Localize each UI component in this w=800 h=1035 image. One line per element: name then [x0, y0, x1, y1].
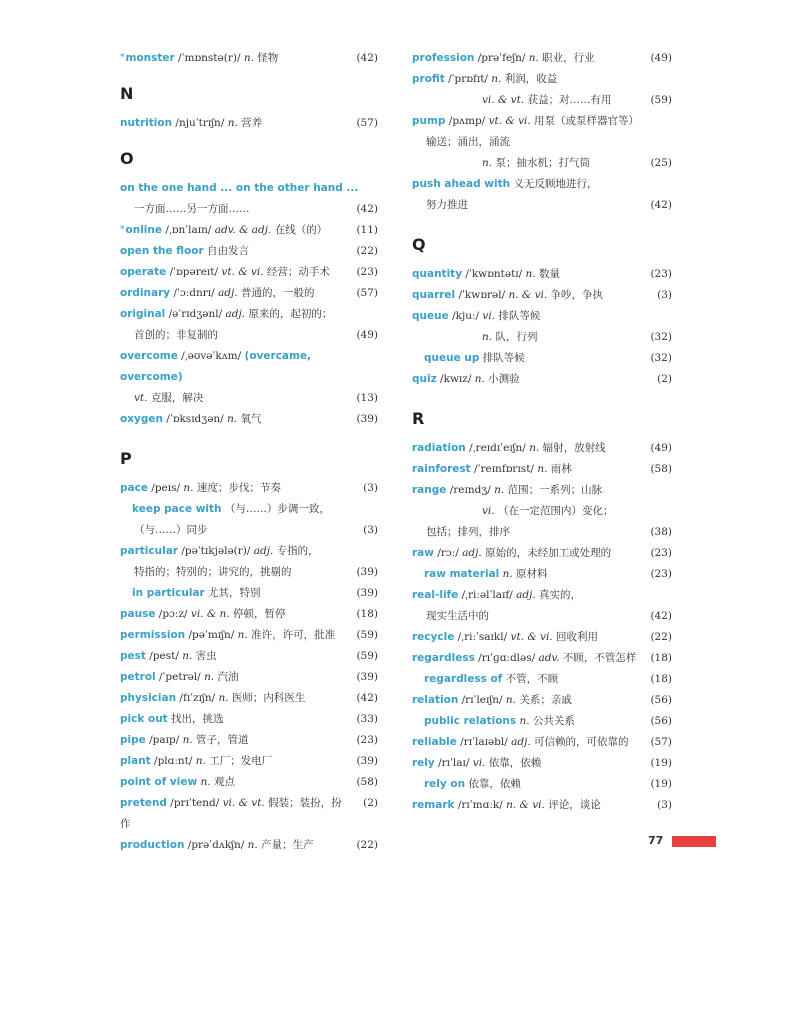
entry-permission: permission /pəˈmɪʃn/ n. 准许，许可，批准 (59)	[120, 629, 378, 641]
page-accent-bar	[672, 836, 716, 847]
entry-continuation: 努力推进 (42)	[426, 199, 672, 211]
entry-rainforest: rainforest /ˈreɪnfɒrɪst/ n. 雨林 (58)	[412, 463, 672, 475]
entry-operate: operate /ˈɒpəreɪt/ vt. & vi. 经营；动手术 (23)	[120, 266, 378, 278]
entry-quiz: quiz /kwɪz/ n. 小测验 (2)	[412, 373, 672, 385]
entry-profession: profession /prəˈfeʃn/ n. 职业，行业 (49)	[412, 52, 672, 64]
entry-regardless-of: regardless of 不管，不顾 (18)	[424, 673, 672, 685]
entry-pretend: pretend /prɪˈtend/ vi. & vt. 假装；装扮，扮作 (2)	[120, 797, 378, 830]
entry-on-the-one-hand: on the one hand ... on the other hand ...	[120, 182, 359, 194]
entry-pest: pest /pest/ n. 害虫 (59)	[120, 650, 378, 662]
entry-push-ahead-with: push ahead with 义无反顾地进行，	[412, 178, 598, 190]
section-letter-o: O	[120, 149, 134, 168]
entry-continuation: 包括；排列，排序 (38)	[426, 526, 672, 538]
entry-continuation: vi. （在一定范围内）变化；	[482, 505, 614, 517]
entry-point-of-view: point of view n. 观点 (58)	[120, 776, 378, 788]
entry-reliable: reliable /rɪˈlaɪəbl/ adj. 可信赖的，可依靠的 (57)	[412, 736, 672, 748]
entry-physician: physician /fɪˈzɪʃn/ n. 医师；内科医生 (42)	[120, 692, 378, 704]
entry-remark: remark /rɪˈmɑːk/ n. & vi. 评论，谈论 (3)	[412, 799, 672, 811]
entry-continuation: 特指的；特别的；讲究的，挑剔的 (39)	[134, 566, 378, 578]
entry-plant: plant /plɑːnt/ n. 工厂；发电厂 (39)	[120, 755, 378, 767]
entry-real-life: real-life /ˌriːəlˈlaɪf/ adj. 真实的，	[412, 589, 582, 601]
entry-profit: profit /ˈprɒfɪt/ n. 利润，收益	[412, 73, 558, 85]
entry-continuation: 输送；涌出，涌流	[426, 136, 510, 148]
section-letter-n: N	[120, 84, 134, 103]
entry-original: original /əˈrɪdʒənl/ adj. 原来的，起初的；	[120, 308, 333, 320]
entry-rely: rely /rɪˈlaɪ/ vi. 依靠，依赖 (19)	[412, 757, 672, 769]
entry-particular: particular /pəˈtɪkjələ(r)/ adj. 专指的，	[120, 545, 319, 557]
entry-raw: raw /rɔː/ adj. 原始的，未经加工或处理的 (23)	[412, 547, 672, 559]
entry-ordinary: ordinary /ˈɔːdnrɪ/ adj. 普通的，一般的 (57)	[120, 287, 378, 299]
entry-keep-pace-with: keep pace with （与……）步调一致，	[132, 503, 330, 515]
entry-overcome: overcome /ˌəʊvəˈkʌm/ (overcame, overcome)	[120, 350, 312, 383]
entry-nutrition: nutrition /njuˈtrɪʃn/ n. 营养 (57)	[120, 117, 378, 129]
entry-continuation: 首创的；非复制的 (49)	[134, 329, 378, 341]
entry-radiation: radiation /ˌreɪdɪˈeɪʃn/ n. 辐射，放射线 (49)	[412, 442, 672, 454]
page-number: 77	[648, 834, 664, 847]
entry-pump: pump /pʌmp/ vt. & vi. 用泵（或泵样器官等）	[412, 115, 640, 127]
entry-continuation: n. 队，行列 (32)	[482, 331, 672, 343]
section-letter-p: P	[120, 449, 132, 468]
entry-relation: relation /rɪˈleɪʃn/ n. 关系；亲戚 (56)	[412, 694, 672, 706]
entry-public-relations: public relations n. 公共关系 (56)	[424, 715, 672, 727]
section-letter-r: R	[412, 409, 425, 428]
entry-queue: queue /kjuː/ vi. 排队等候	[412, 310, 541, 322]
entry-production: production /prəˈdʌkʃn/ n. 产量；生产 (22)	[120, 839, 378, 851]
entry-continuation: n. 泵；抽水机；打气筒 (25)	[482, 157, 672, 169]
entry-pipe: pipe /paɪp/ n. 管子，管道 (23)	[120, 734, 378, 746]
entry-continuation: 现实生活中的 (42)	[426, 610, 672, 622]
entry-petrol: petrol /ˈpetrəl/ n. 汽油 (39)	[120, 671, 378, 683]
entry-recycle: recycle /ˌriːˈsaɪkl/ vt. & vi. 回收利用 (22)	[412, 631, 672, 643]
entry-continuation: vt. 克服，解决 (13)	[134, 392, 378, 404]
entry-pause: pause /pɔːz/ vi. & n. 停顿，暂停 (18)	[120, 608, 378, 620]
entry-monster: *monster /ˈmɒnstə(r)/ n. 怪物 (42)	[120, 48, 378, 69]
entry-continuation: （与……）同步 (3)	[134, 524, 378, 536]
entry-continuation: vi. & vt. 获益；对……有用 (59)	[482, 94, 672, 106]
entry-oxygen: oxygen /ˈɒksɪdʒən/ n. 氧气 (39)	[120, 413, 378, 425]
section-letter-q: Q	[412, 235, 426, 254]
left-column	[120, 48, 378, 856]
entry-pick-out: pick out 找出，挑选 (33)	[120, 713, 378, 725]
entry-open-the-floor: open the floor 自由发言 (22)	[120, 245, 378, 257]
entry-online: *online /ˌɒnˈlaɪn/ adv. & adj. 在线（的） (11)	[120, 224, 378, 236]
entry-quarrel: quarrel /ˈkwɒrəl/ n. & vi. 争吵，争执 (3)	[412, 289, 672, 301]
entry-continuation: 一方面……另一方面…… (42)	[134, 203, 378, 215]
entry-raw-material: raw material n. 原材料 (23)	[424, 568, 672, 580]
entry-rely-on: rely on 依靠，依赖 (19)	[424, 778, 672, 790]
entry-queue-up: queue up 排队等候 (32)	[424, 352, 672, 364]
entry-quantity: quantity /ˈkwɒntətɪ/ n. 数量 (23)	[412, 268, 672, 280]
entry-regardless: regardless /rɪˈɡɑːdləs/ adv. 不顾，不管怎样 (18)	[412, 652, 672, 664]
entry-in-particular: in particular 尤其，特别 (39)	[132, 587, 378, 599]
right-column	[412, 48, 672, 816]
entry-range: range /reɪndʒ/ n. 范围；一系列；山脉	[412, 484, 603, 496]
page-ref: (42)	[356, 52, 378, 64]
entry-pace: pace /peɪs/ n. 速度；步伐；节奏 (3)	[120, 482, 378, 494]
